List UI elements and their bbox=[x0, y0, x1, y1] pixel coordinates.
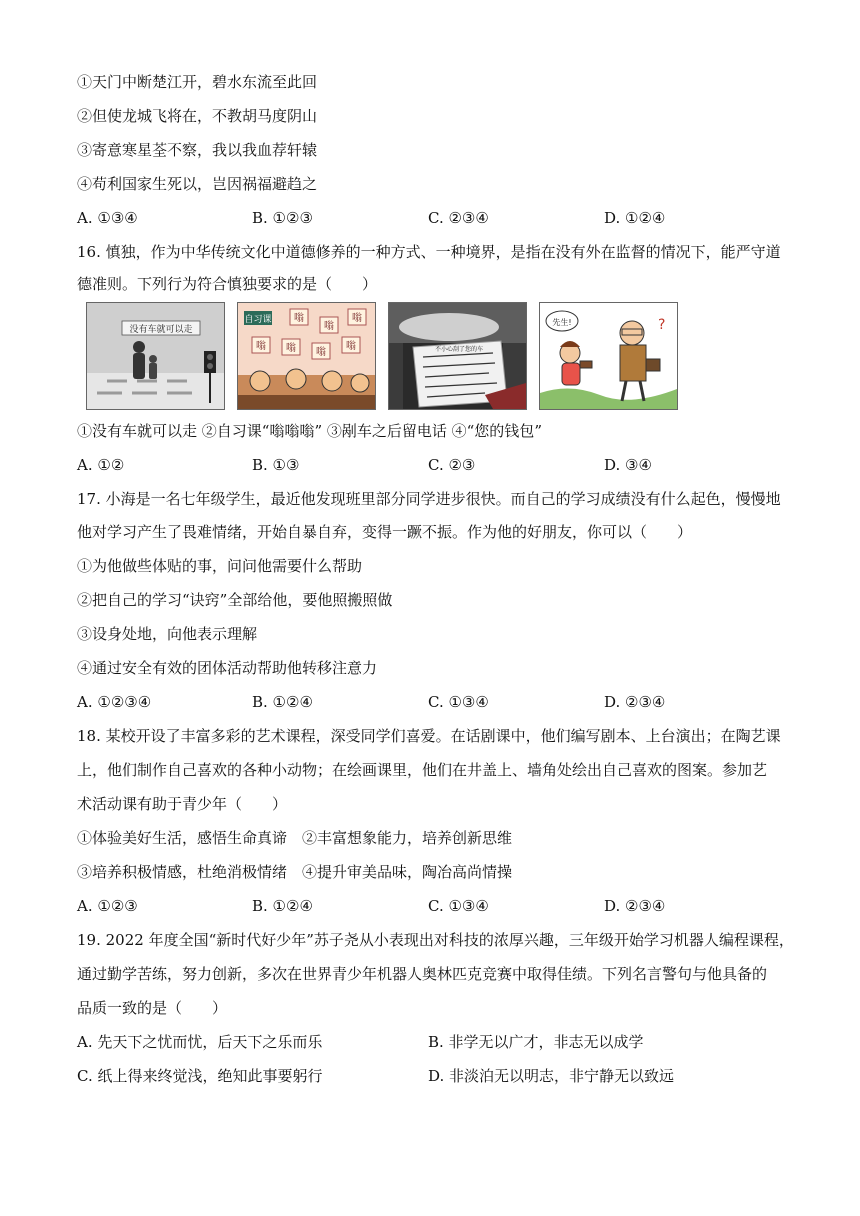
q17-line-2: ②把自己的学习“诀窍”全部给他，要他照搬照做 bbox=[77, 591, 393, 609]
q15-line-1: ①天门中断楚江开，碧水东流至此回 bbox=[77, 73, 318, 91]
q16-image-4 bbox=[539, 302, 678, 410]
q18-option-c[interactable]: C. ①③④ bbox=[428, 897, 489, 915]
q18-option-d[interactable]: D. ②③④ bbox=[604, 897, 666, 915]
q16-stem-line-2: 德准则。下列行为符合慎独要求的是（ ） bbox=[77, 275, 378, 293]
q17-line-4: ④通过安全有效的团体活动帮助他转移注意力 bbox=[77, 659, 378, 677]
q19-stem-line-2: 通过勤学苦练，努力创新，多次在世界青少年机器人奥林匹克竞赛中取得佳绩。下列名言警句与他具备的 bbox=[77, 965, 768, 983]
q16-image-2-buzz-5: 嗡 bbox=[286, 343, 296, 354]
q16-option-b[interactable]: B. ①③ bbox=[252, 456, 300, 474]
q15-option-c[interactable]: C. ②③④ bbox=[428, 209, 489, 227]
q15-line-3: ③寄意寒星荃不察，我以我血荐轩辕 bbox=[77, 141, 318, 159]
q16-image-1-caption: 没有车就可以走 bbox=[129, 325, 193, 335]
q18-stem-line-2: 上，他们制作自己喜欢的各种小动物；在绘画课里，他们在井盖上、墙角处绘出自己喜欢的图案。参加艺 bbox=[77, 761, 768, 779]
q16-option-c[interactable]: C. ②③ bbox=[428, 456, 476, 474]
q19-option-a[interactable]: A. 先天下之忧而忧，后天下之乐而乐 bbox=[77, 1033, 323, 1051]
q16-image-2-buzz-7: 嗡 bbox=[346, 341, 356, 352]
q19-option-c[interactable]: C. 纸上得来终觉浅，绝知此事要躬行 bbox=[77, 1067, 323, 1085]
q16-option-a[interactable]: A. ①② bbox=[77, 456, 125, 474]
q16-image-2-buzz-2: 嗡 bbox=[324, 321, 334, 332]
q19-option-d[interactable]: D. 非淡泊无以明志，非宁静无以致远 bbox=[428, 1067, 675, 1085]
q17-line-3: ③设身处地，向他表示理解 bbox=[77, 625, 258, 643]
q16-images-caption: ①没有车就可以走 ②自习课“嗡嗡嗡” ③剐车之后留电话 ④“您的钱包” bbox=[77, 422, 542, 440]
q18-option-b[interactable]: B. ①②④ bbox=[252, 897, 313, 915]
q16-image-2-buzz-3: 嗡 bbox=[352, 313, 362, 324]
q16-image-3 bbox=[388, 302, 527, 410]
q15-line-4: ④苟利国家生死以，岂因祸福避趋之 bbox=[77, 175, 318, 193]
q18-stem-line-1: 18. 某校开设了丰富多彩的艺术课程，深受同学们喜爱。在话剧课中，他们编写剧本、上台演出；在陶艺课 bbox=[77, 727, 781, 745]
q19-option-b[interactable]: B. 非学无以广才，非志无以成学 bbox=[428, 1033, 644, 1051]
svg-text:?: ? bbox=[658, 317, 666, 333]
q15-option-b[interactable]: B. ①②③ bbox=[252, 209, 313, 227]
q17-stem-line-1: 17. 小海是一名七年级学生，最近他发现班里部分同学进步很快。而自己的学习成绩没有什么起色，慢慢地 bbox=[77, 490, 781, 508]
q17-line-1: ①为他做些体贴的事，问问他需要什么帮助 bbox=[77, 557, 363, 575]
q16-image-2-buzz-1: 嗡 bbox=[294, 313, 304, 324]
q18-stem-line-3: 术活动课有助于青少年（ ） bbox=[77, 795, 288, 813]
q16-image-2-buzz-6: 嗡 bbox=[316, 347, 326, 358]
q17-option-a[interactable]: A. ①②③④ bbox=[77, 693, 152, 711]
q15-line-2: ②但使龙城飞将在，不教胡马度阴山 bbox=[77, 107, 318, 125]
q17-stem-line-2: 他对学习产生了畏难情绪，开始自暴自弃，变得一蹶不振。作为他的好朋友，你可以（ ） bbox=[77, 523, 693, 541]
q15-option-d[interactable]: D. ①②④ bbox=[604, 209, 666, 227]
q16-image-1 bbox=[86, 302, 225, 410]
q16-option-d[interactable]: D. ③④ bbox=[604, 456, 652, 474]
q17-option-d[interactable]: D. ②③④ bbox=[604, 693, 666, 711]
q16-image-2-caption: 自习课 bbox=[244, 315, 272, 325]
q17-option-c[interactable]: C. ①③④ bbox=[428, 693, 489, 711]
q18-line-2: ③培养积极情感，杜绝消极情绪 ④提升审美品味，陶冶高尚情操 bbox=[77, 863, 513, 881]
q16-image-4-bubble: 先生! bbox=[552, 318, 572, 327]
q15-option-a[interactable]: A. ①③④ bbox=[77, 209, 138, 227]
q16-image-3-note: 不小心刮了您的车 bbox=[434, 346, 484, 353]
q19-stem-line-1: 19. 2022 年度全国“新时代好少年”苏子尧从小表现出对科技的浓厚兴趣，三年级开始学习机器人编程课程， bbox=[77, 931, 794, 949]
q18-line-1: ①体验美好生活，感悟生命真谛 ②丰富想象能力，培养创新思维 bbox=[77, 829, 513, 847]
q16-image-2-buzz-4: 嗡 bbox=[256, 341, 266, 352]
q19-stem-line-3: 品质一致的是（ ） bbox=[77, 999, 228, 1017]
q16-image-2 bbox=[237, 302, 376, 410]
q16-stem-line-1: 16. 慎独，作为中华传统文化中道德修养的一种方式、一种境界，是指在没有外在监督的情况下，能严守道 bbox=[77, 243, 781, 261]
q18-option-a[interactable]: A. ①②③ bbox=[77, 897, 138, 915]
q17-option-b[interactable]: B. ①②④ bbox=[252, 693, 313, 711]
